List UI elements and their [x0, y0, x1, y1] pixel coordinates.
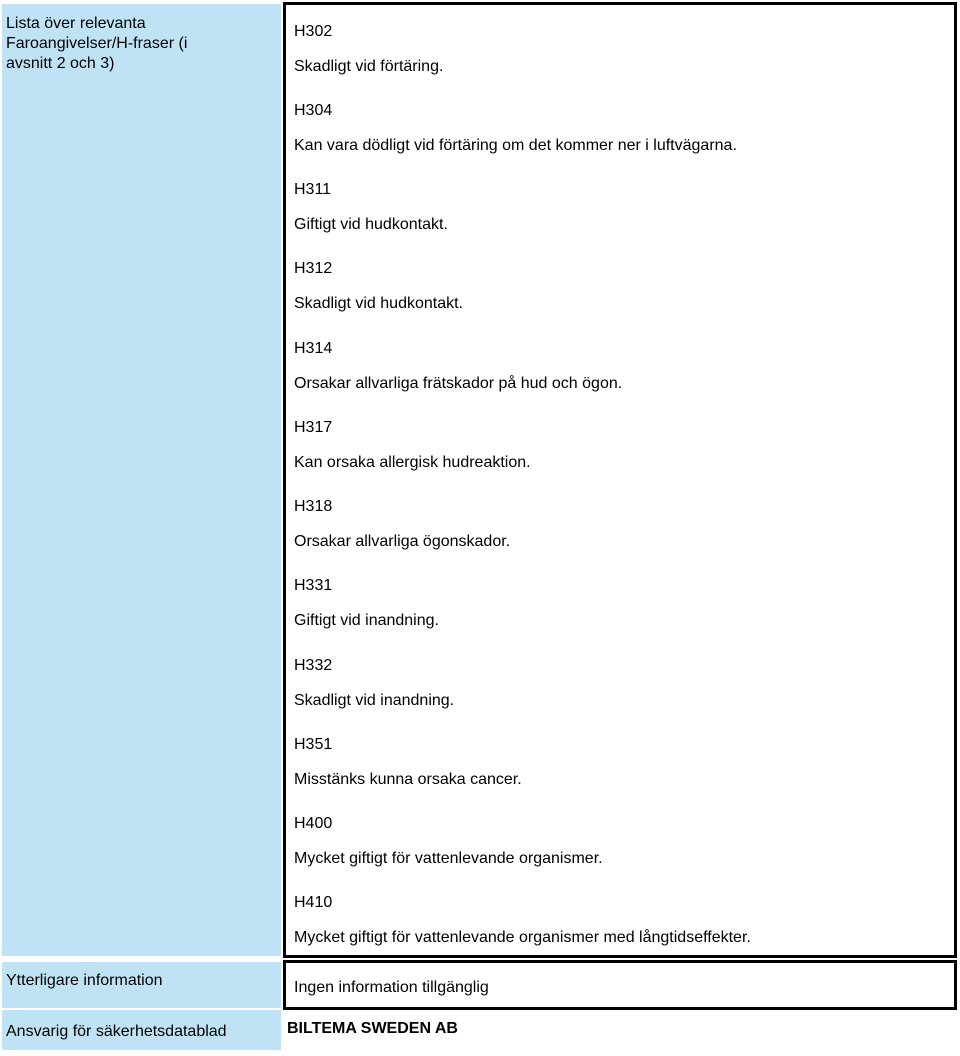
- h-code: H314: [294, 340, 333, 357]
- h-phrases-box: [283, 2, 957, 958]
- h-code: H302: [294, 23, 333, 40]
- h-text: Kan orsaka allergisk hudreaktion.: [294, 454, 531, 471]
- h-code: H351: [294, 736, 333, 753]
- additional-info-label: Ytterligare information: [2, 962, 281, 1008]
- h-code: H311: [294, 181, 332, 198]
- h-text: Giftigt vid hudkontakt.: [294, 216, 448, 233]
- h-phrases-label-line: Faroangivelser/H-fraser (i: [6, 35, 188, 52]
- h-phrases-label-line: Lista över relevanta: [6, 15, 146, 32]
- h-text: Mycket giftigt för vattenlevande organismer.: [294, 850, 603, 867]
- h-code: H332: [294, 657, 333, 674]
- h-code: H304: [294, 102, 333, 119]
- h-text: Skadligt vid inandning.: [294, 692, 455, 709]
- h-code: H318: [294, 498, 333, 515]
- h-code: H312: [294, 260, 333, 277]
- responsible-value: BILTEMA SWEDEN AB: [287, 1020, 458, 1037]
- h-phrases-label: [2, 4, 281, 956]
- h-text: Mycket giftigt för vattenlevande organismer med långtidseffekter.: [294, 929, 751, 946]
- h-text: Kan vara dödligt vid förtäring om det kommer ner i luftvägarna.: [294, 137, 737, 154]
- h-phrases-label-line: avsnitt 2 och 3): [6, 55, 115, 72]
- h-code: H317: [294, 419, 333, 436]
- h-text: Orsakar allvarliga ögonskador.: [294, 533, 511, 550]
- h-code: H331: [294, 577, 333, 594]
- h-text: Orsakar allvarliga frätskador på hud och ögon.: [294, 375, 623, 392]
- h-text: Skadligt vid förtäring.: [294, 58, 444, 75]
- responsible-label: Ansvarig för säkerhetsdatablad: [2, 1010, 281, 1050]
- h-code: H410: [294, 894, 333, 911]
- additional-info-value: Ingen information tillgänglig: [294, 979, 489, 996]
- h-text: Misstänks kunna orsaka cancer.: [294, 771, 522, 788]
- additional-info-box: [283, 960, 957, 1010]
- h-text: Giftigt vid inandning.: [294, 612, 439, 629]
- h-code: H400: [294, 815, 333, 832]
- h-text: Skadligt vid hudkontakt.: [294, 295, 463, 312]
